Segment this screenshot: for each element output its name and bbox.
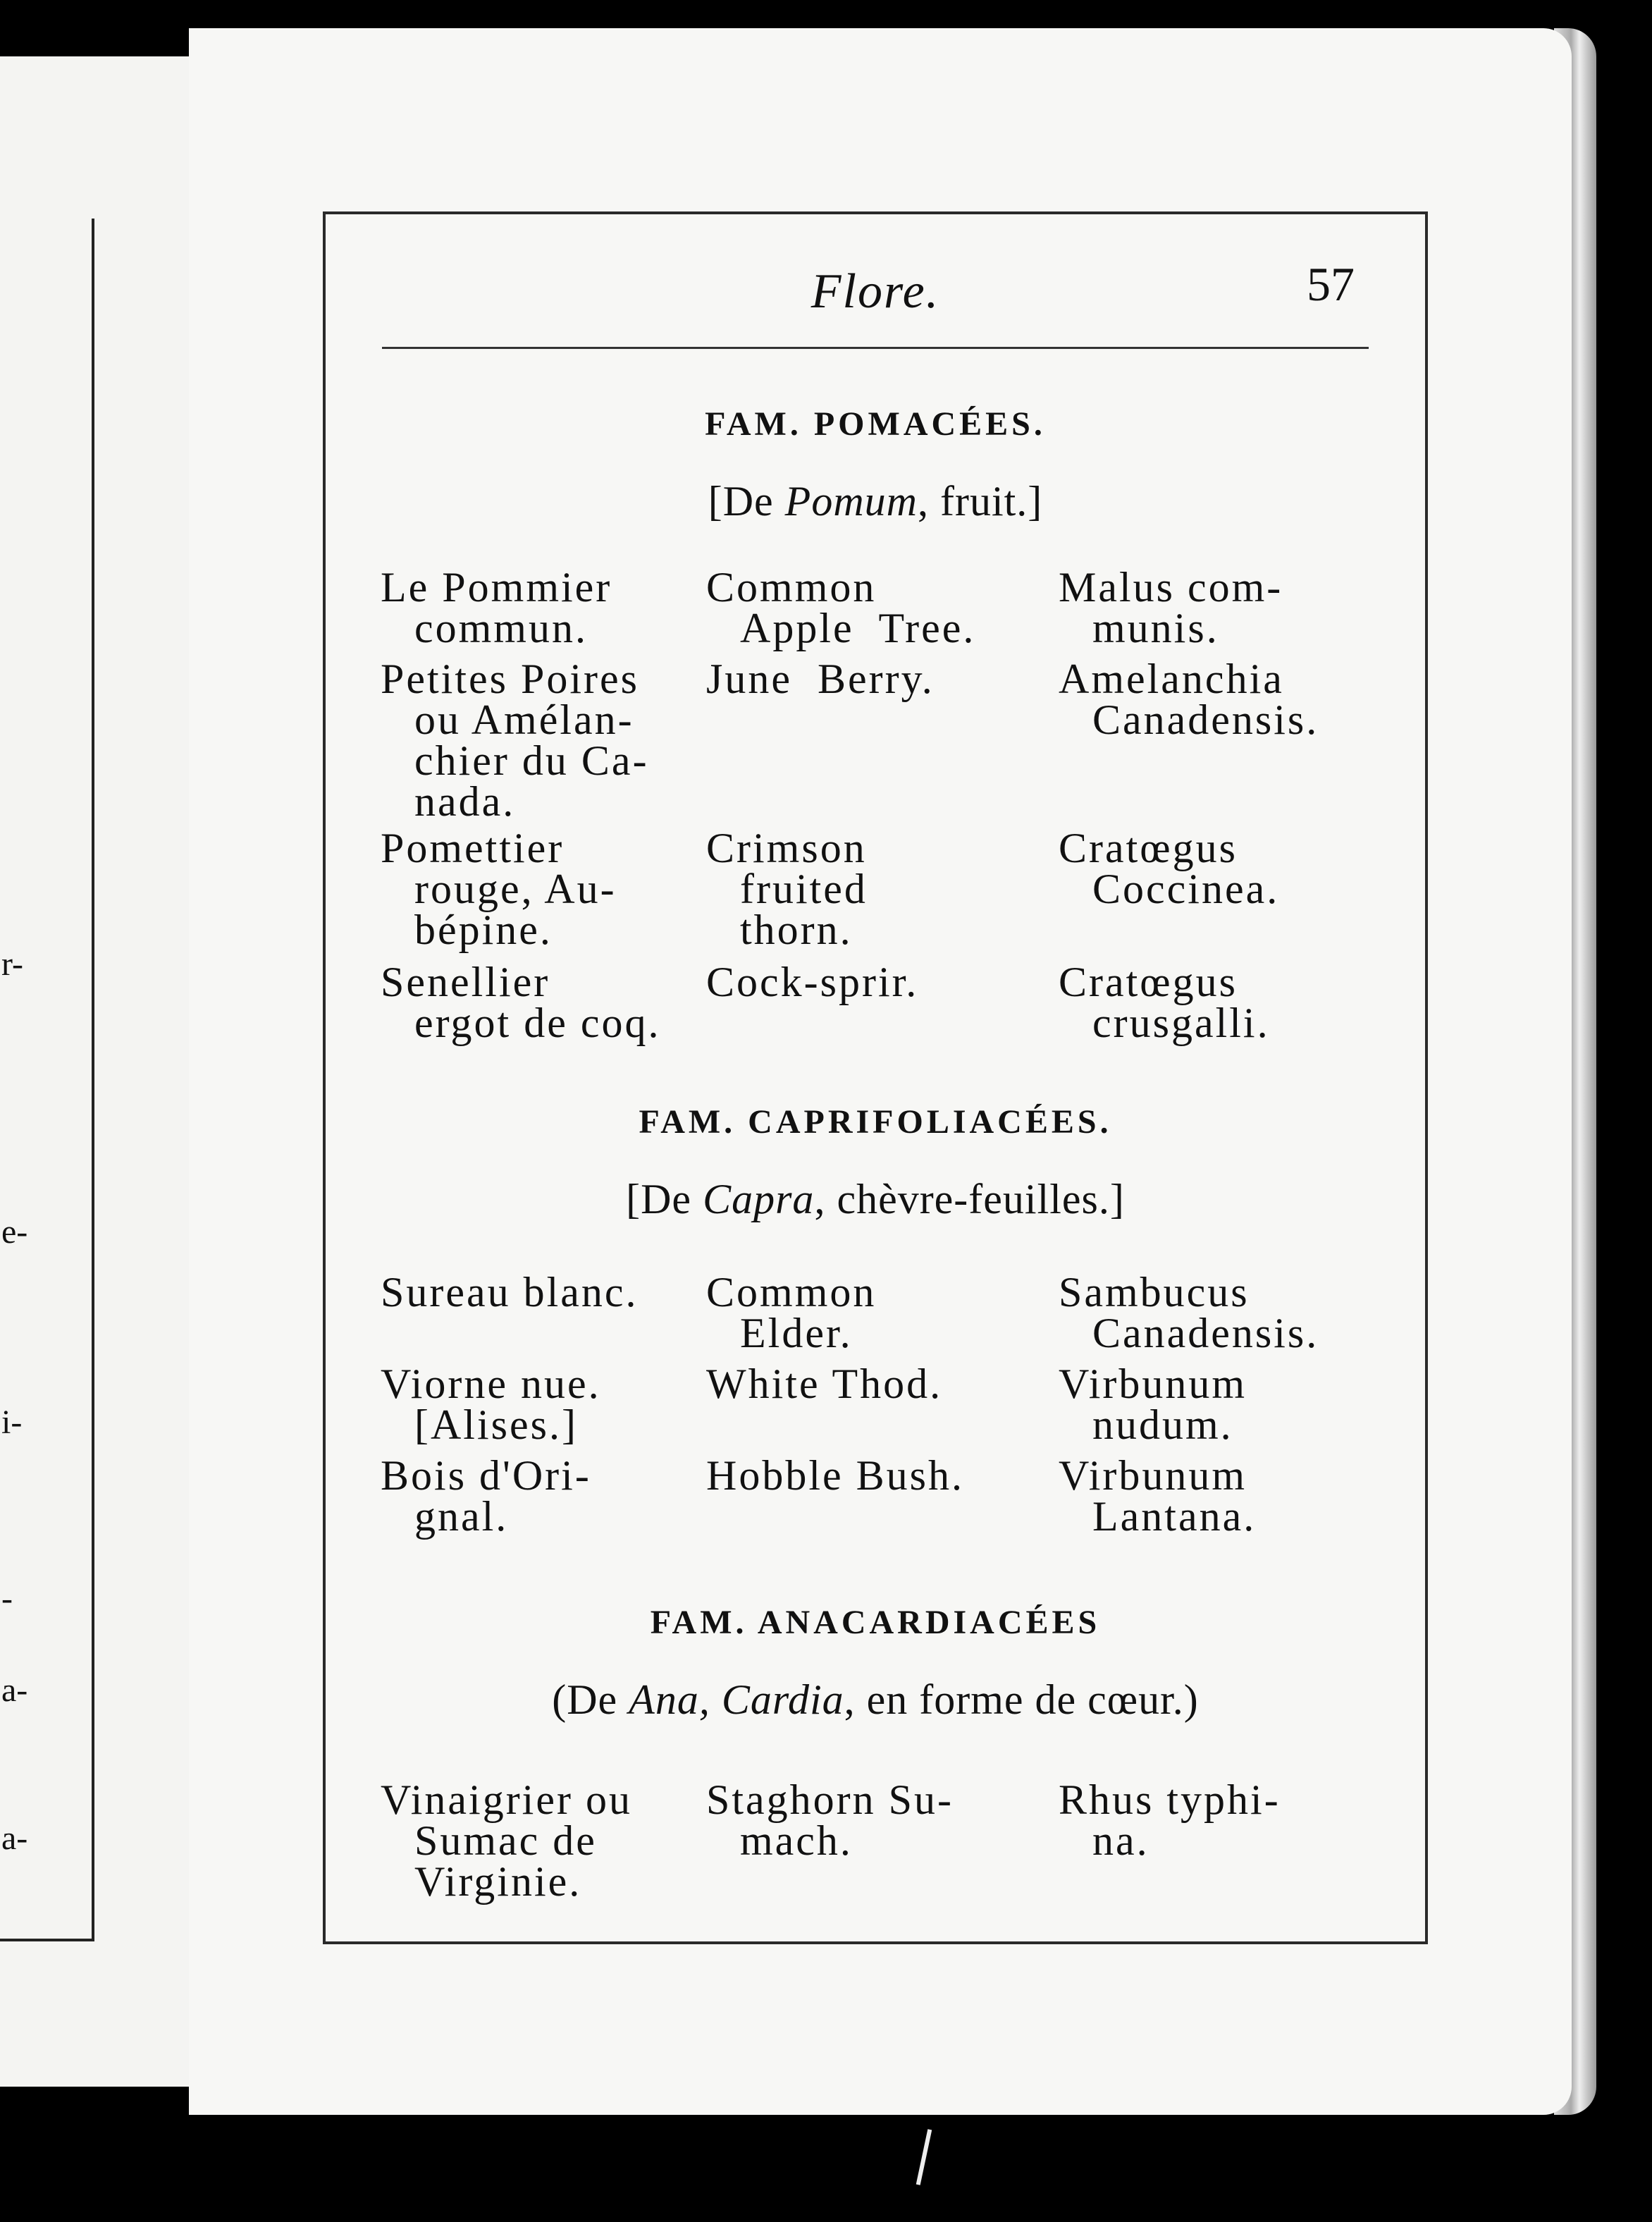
- english-name-line: June Berry.: [706, 656, 935, 702]
- latin-name-line: munis.: [1092, 605, 1219, 651]
- english-name-line: fruited: [740, 866, 868, 912]
- page-frame: [323, 211, 1428, 1944]
- latin-name-line: na.: [1092, 1817, 1149, 1864]
- latin-name: [1059, 959, 1270, 1046]
- latin-name-line: Sambucus: [1059, 1269, 1250, 1315]
- french-name-line: bépine.: [414, 907, 553, 953]
- latin-name-line: Coccinea.: [1092, 866, 1280, 912]
- left-text-fragment: i-: [1, 1404, 23, 1441]
- english-name: [706, 1269, 877, 1356]
- family-heading: FAM. POMACÉES.: [705, 405, 1046, 443]
- latin-name: [1059, 825, 1280, 912]
- french-name-line: Viorne nue.: [381, 1361, 601, 1407]
- english-name-line: mach.: [740, 1817, 853, 1864]
- latin-name-line: Malus com-: [1059, 564, 1283, 610]
- english-name: [706, 1452, 964, 1499]
- running-head: [326, 257, 1425, 327]
- french-name-line: Le Pommier: [381, 564, 612, 610]
- french-name-line: Petites Poires: [381, 656, 639, 702]
- left-text-fragment: a-: [1, 1671, 28, 1709]
- latin-name-line: nudum.: [1092, 1401, 1233, 1448]
- etymology-latin: Pomum: [784, 478, 918, 524]
- french-name-line: Pomettier: [381, 825, 565, 871]
- book-page: [189, 28, 1572, 2115]
- left-text-fragment: a-: [1, 1819, 28, 1857]
- french-name-line: Sureau blanc.: [381, 1269, 639, 1315]
- latin-name: [1059, 1452, 1257, 1540]
- etymology-latin: Ana, Cardia: [629, 1676, 844, 1723]
- running-head-title: Flore.: [810, 264, 940, 319]
- latin-name-line: Canadensis.: [1092, 1310, 1319, 1356]
- french-name-line: ou Amélan-: [414, 696, 634, 743]
- english-name-line: Staghorn Su-: [706, 1776, 954, 1823]
- latin-name: [1059, 564, 1283, 651]
- french-name-line: Senellier: [381, 959, 550, 1005]
- section-pomacees: [326, 405, 1425, 526]
- english-name-line: thorn.: [740, 907, 853, 953]
- english-name: [706, 1776, 954, 1864]
- french-name-line: gnal.: [414, 1493, 509, 1540]
- french-name-line: chier du Ca-: [414, 737, 649, 784]
- etymology-text: , fruit.]: [917, 478, 1043, 524]
- latin-name-line: Canadensis.: [1092, 696, 1319, 743]
- english-name-line: Apple Tree.: [740, 605, 976, 651]
- latin-name-line: Lantana.: [1092, 1493, 1257, 1540]
- latin-name: [1059, 1269, 1319, 1356]
- french-name: [381, 564, 612, 651]
- english-name-line: Crimson: [706, 825, 867, 871]
- french-name-line: ergot de coq.: [414, 1000, 661, 1046]
- french-name-line: nada.: [414, 778, 516, 825]
- english-name: [706, 656, 935, 702]
- etymology-text: [De: [708, 478, 785, 524]
- french-name: [381, 1776, 632, 1905]
- latin-name: [1059, 656, 1319, 743]
- french-name-line: [Alises.]: [414, 1401, 578, 1448]
- french-name-line: Sumac de: [414, 1817, 597, 1864]
- french-name-line: commun.: [414, 605, 588, 651]
- left-page-fragment: [0, 56, 217, 2087]
- latin-name-line: Virbunum: [1059, 1361, 1247, 1407]
- etymology-text: [De: [626, 1176, 703, 1222]
- french-name: [381, 1452, 591, 1540]
- latin-name-line: Virbunum: [1059, 1452, 1247, 1499]
- left-text-fragment: r-: [1, 945, 24, 983]
- french-name-line: Vinaigrier ou: [381, 1776, 632, 1823]
- left-text-fragment: -: [1, 1580, 13, 1617]
- etymology-text: (De: [552, 1676, 629, 1723]
- english-name: [706, 825, 868, 953]
- french-name: [381, 1361, 601, 1448]
- english-name: [706, 564, 976, 651]
- etymology-text: , chèvre-feuilles.]: [814, 1176, 1125, 1222]
- french-name: [381, 656, 649, 825]
- french-name-line: Virginie.: [414, 1858, 582, 1905]
- french-name-line: rouge, Au-: [414, 866, 617, 912]
- french-name: [381, 1269, 639, 1315]
- etymology-text: , en forme de cœur.): [844, 1676, 1199, 1723]
- french-name-line: Bois d'Ori-: [381, 1452, 591, 1499]
- english-name: [706, 959, 919, 1005]
- scan-mark: [916, 2129, 932, 2185]
- page-number: 57: [1307, 257, 1355, 311]
- latin-name: [1059, 1776, 1281, 1864]
- family-heading: FAM. CAPRIFOLIACÉES.: [639, 1103, 1112, 1141]
- etymology: [326, 1676, 1425, 1724]
- latin-name-line: crusgalli.: [1092, 1000, 1270, 1046]
- section-anacardiacees: [326, 1603, 1425, 1724]
- etymology-latin: Capra: [703, 1176, 815, 1222]
- english-name-line: Common: [706, 564, 877, 610]
- french-name: [381, 959, 661, 1046]
- etymology: [326, 1175, 1425, 1224]
- latin-name-line: Cratœgus: [1059, 959, 1238, 1005]
- latin-name-line: Cratœgus: [1059, 825, 1238, 871]
- section-caprifoliacees: [326, 1103, 1425, 1224]
- french-name: [381, 825, 617, 953]
- latin-name: [1059, 1361, 1247, 1448]
- latin-name-line: Amelanchia: [1059, 656, 1284, 702]
- family-heading: FAM. ANACARDIACÉES: [650, 1604, 1101, 1641]
- english-name-line: Hobble Bush.: [706, 1452, 964, 1499]
- header-rule: [382, 347, 1369, 349]
- latin-name-line: Rhus typhi-: [1059, 1776, 1281, 1823]
- english-name-line: Elder.: [740, 1310, 853, 1356]
- left-text-fragment: e-: [1, 1213, 28, 1251]
- english-name-line: Common: [706, 1269, 877, 1315]
- english-name: [706, 1361, 943, 1407]
- english-name-line: Cock-sprir.: [706, 959, 919, 1005]
- english-name-line: White Thod.: [706, 1361, 943, 1407]
- etymology: [326, 477, 1425, 526]
